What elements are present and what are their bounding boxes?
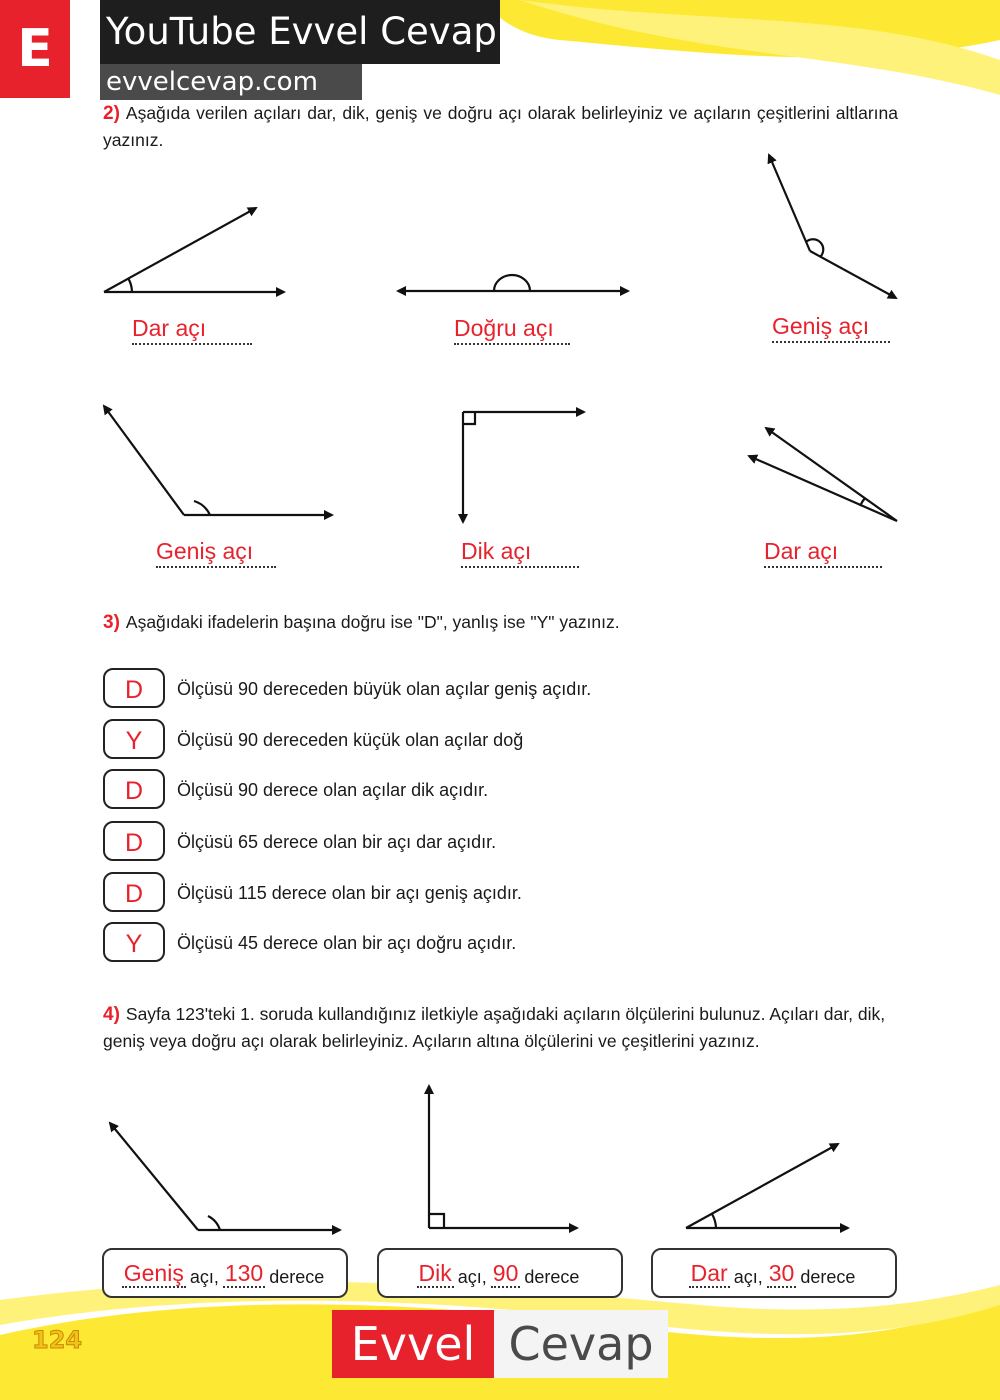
question-3: [103, 609, 898, 636]
derece-label: derece: [269, 1267, 325, 1287]
answer-angle-6[interactable]: Dar açı: [764, 536, 882, 568]
angle-figure-acute-2: [749, 428, 897, 521]
measure-answer-box-1: [102, 1248, 348, 1298]
tf-answer-box-5[interactable]: D: [103, 872, 165, 912]
question-text: Sayfa 123'teki 1. soruda kullandığınız iletkiyle aşağıdaki açıların ölçülerini bulunuz. Açıları dar, dik, geniş veya doğru açı olarak belirleyiniz. Açıların altına ölçülerini ve çeşitlerini yazınız.: [103, 1004, 886, 1051]
angle-type-field-2[interactable]: Dik: [418, 1260, 452, 1286]
aci-label: açı,: [733, 1267, 763, 1287]
tf-answer-box-1[interactable]: D: [103, 668, 165, 708]
measure-figure-obtuse: [110, 1123, 340, 1230]
tf-answer-box-2[interactable]: Y: [103, 719, 165, 759]
answer-angle-3[interactable]: Geniş açı: [772, 311, 890, 343]
question-text: Aşağıdaki ifadelerin başına doğru ise "D", yanlış ise "Y" yazınız.: [125, 612, 620, 632]
tf-statement-1: Ölçüsü 90 dereceden büyük olan açılar geniş açıdır.: [177, 679, 592, 699]
tf-statement-3: Ölçüsü 90 derece olan açılar dik açıdır.: [177, 780, 489, 800]
answer-angle-5[interactable]: Dik açı: [461, 536, 579, 568]
angle-figure-obtuse-1: [769, 155, 896, 298]
tf-statement-4: Ölçüsü 65 derece olan bir açı dar açıdır.: [177, 832, 497, 852]
measure-figure-right: [429, 1086, 577, 1228]
angle-figure-right-1: [463, 412, 584, 522]
tf-answer-box-6[interactable]: Y: [103, 922, 165, 962]
measure-figure-acute: [686, 1144, 848, 1228]
derece-label: derece: [524, 1267, 580, 1287]
tf-answer-box-3[interactable]: D: [103, 769, 165, 809]
aci-label: açı,: [189, 1267, 219, 1287]
derece-label: derece: [800, 1267, 856, 1287]
measure-answer-box-3: [651, 1248, 897, 1298]
footer-brand-evvel: Evvel: [332, 1310, 494, 1378]
angle-figure-straight: [398, 275, 628, 291]
site-url-banner[interactable]: evvelcevap.com: [100, 64, 362, 100]
answer-angle-1[interactable]: Dar açı: [132, 313, 252, 345]
answer-angle-2[interactable]: Doğru açı: [454, 313, 570, 345]
tf-statement-5: Ölçüsü 115 derece olan bir açı geniş açıdır.: [177, 883, 522, 903]
tf-statement-6: Ölçüsü 45 derece olan bir açı doğru açıdır.: [177, 933, 517, 953]
question-number: 3): [103, 612, 120, 633]
logo-badge: E: [0, 0, 70, 98]
question-number: 2): [103, 103, 120, 124]
footer-brand-cevap: Cevap: [494, 1310, 668, 1378]
degree-field-1[interactable]: 130: [224, 1260, 264, 1286]
question-text: Aşağıda verilen açıları dar, dik, geniş ve doğru açı olarak belirleyiniz ve açıların çeşitlerini altlarına yazınız.: [103, 103, 898, 150]
angle-type-field-3[interactable]: Dar: [690, 1260, 728, 1286]
degree-field-3[interactable]: 30: [768, 1260, 795, 1286]
youtube-channel-banner[interactable]: YouTube Evvel Cevap: [100, 0, 500, 64]
page-number: 124: [32, 1326, 83, 1354]
tf-statement-2: Ölçüsü 90 dereceden küçük olan açılar doğ: [177, 730, 524, 750]
question-number: 4): [103, 1004, 120, 1025]
tf-answer-box-4[interactable]: D: [103, 821, 165, 861]
degree-field-2[interactable]: 90: [492, 1260, 519, 1286]
measure-answer-box-2: [377, 1248, 623, 1298]
question-4: [103, 1001, 898, 1054]
aci-label: açı,: [457, 1267, 487, 1287]
angle-figure-obtuse-2: [104, 406, 332, 515]
answer-angle-4[interactable]: Geniş açı: [156, 536, 276, 568]
angle-figure-acute-1: [104, 208, 284, 292]
angle-type-field-1[interactable]: Geniş: [123, 1260, 184, 1286]
